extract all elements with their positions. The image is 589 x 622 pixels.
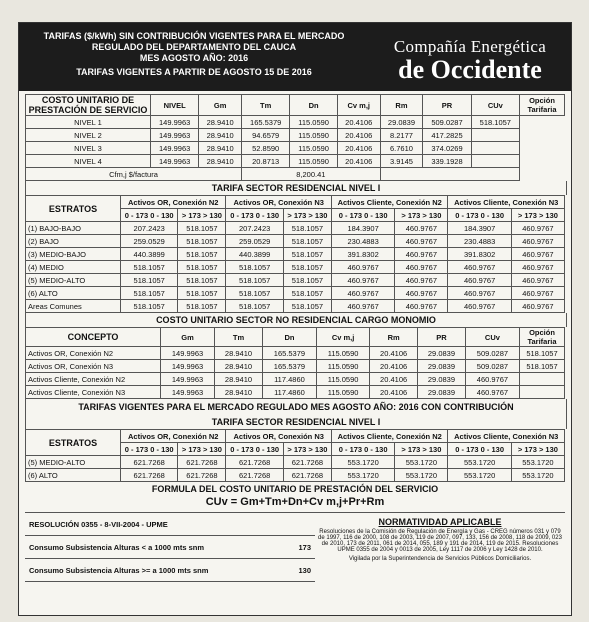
table-cell: 115.0590 — [290, 155, 338, 168]
range-header: 0 - 173 0 - 130 — [226, 209, 283, 222]
res2-table — [25, 429, 565, 482]
norm-title: NORMATIVIDAD APLICABLE — [378, 517, 502, 527]
table-cell: 518.1057 — [226, 261, 283, 274]
header-line: REGULADO DEL DEPARTAMENTO DEL CAUCA — [91, 42, 297, 52]
table-cell: 149.9963 — [151, 116, 199, 129]
range-header: 0 - 173 0 - 130 — [448, 209, 511, 222]
table-cell: 149.9963 — [151, 129, 199, 142]
table-cell: 149.9963 — [161, 360, 215, 373]
table-cell: 518.1057 — [178, 300, 226, 313]
table-row — [26, 116, 565, 129]
col-header: CUv — [471, 95, 519, 116]
table-cell: 20.4106 — [337, 116, 380, 129]
table-cell: 460.9767 — [511, 248, 564, 261]
table-cell: 20.4106 — [337, 129, 380, 142]
col-header: PR — [423, 95, 471, 116]
range-header: > 173 > 130 — [283, 443, 331, 456]
table-cell: 207.2423 — [226, 222, 283, 235]
table-cell: 29.0839 — [418, 373, 466, 386]
range-header: 0 - 173 0 - 130 — [448, 443, 511, 456]
table-cell: (1) BAJO-BAJO — [26, 222, 121, 235]
table-cell: 115.0590 — [316, 347, 369, 360]
table-cell: 518.1057 — [520, 360, 565, 373]
table-cell: 518.1057 — [121, 300, 178, 313]
range-header: > 173 > 130 — [511, 443, 564, 456]
table-cell: (5) MEDIO-ALTO — [26, 274, 121, 287]
table-row — [26, 261, 565, 274]
table-cell: 518.1057 — [121, 274, 178, 287]
res1-table — [25, 195, 565, 313]
table-cell: (3) MEDIO-BAJO — [26, 248, 121, 261]
table-cell: 28.9410 — [215, 360, 263, 373]
table-cell: 117.4860 — [262, 373, 316, 386]
table-row — [26, 347, 565, 360]
table-cell: 518.1057 — [283, 261, 331, 274]
estratos-header: ESTRATOS — [26, 196, 121, 222]
table-cell: 20.4106 — [370, 386, 418, 399]
group-header: Activos Cliente, Conexión N2 — [331, 196, 448, 209]
table-cell: 28.9410 — [199, 116, 242, 129]
table-row — [26, 456, 565, 469]
formula-title: FORMULA DEL COSTO UNITARIO DE PRESTACIÓN DEL SERVICIO — [151, 484, 439, 494]
nores-table — [25, 327, 565, 399]
table-cell: 518.1057 — [178, 235, 226, 248]
table-cell: 621.7268 — [178, 456, 226, 469]
table-cell: 165.5379 — [262, 347, 316, 360]
table-cell: NIVEL 1 — [26, 116, 151, 129]
header — [19, 23, 571, 91]
col-header: Dn — [290, 95, 338, 116]
subsistence-label: Consumo Subsistencia Alturas >= a 1000 mts snm — [29, 565, 209, 575]
table-cell: 518.1057 — [283, 274, 331, 287]
table-cell: Activos OR, Conexión N3 — [26, 360, 161, 373]
table-cell — [471, 142, 519, 155]
table-cell: 440.3899 — [121, 248, 178, 261]
table-cell: 115.0590 — [316, 386, 369, 399]
table-cell: 460.9767 — [331, 300, 394, 313]
table-cell: 460.9767 — [448, 261, 511, 274]
table-cell: (6) ALTO — [26, 287, 121, 300]
table-cell: 460.9767 — [511, 274, 564, 287]
cu-label: COSTO UNITARIO DE PRESTACIÓN DE SERVICIO — [26, 95, 151, 116]
col-header: Gm — [199, 95, 242, 116]
table-cell: NIVEL 2 — [26, 129, 151, 142]
range-header: > 173 > 130 — [511, 209, 564, 222]
table-cell: 259.0529 — [226, 235, 283, 248]
table-row — [26, 222, 565, 235]
table-cell: NIVEL 4 — [26, 155, 151, 168]
table-cell: 460.9767 — [331, 274, 394, 287]
table-row — [26, 469, 565, 482]
table-cell: 184.3907 — [448, 222, 511, 235]
table-cell: 460.9767 — [395, 300, 448, 313]
table-cell: 230.4883 — [331, 235, 394, 248]
subsistence-value: 130 — [298, 565, 311, 575]
table-cell: 509.0287 — [465, 347, 519, 360]
table-cell: 553.1720 — [448, 469, 511, 482]
header-line: MES AGOSTO AÑO: 2016 — [139, 53, 249, 63]
table-cell: 518.1057 — [226, 274, 283, 287]
table-cell: 460.9767 — [511, 261, 564, 274]
subsistence-row — [25, 536, 315, 559]
table-cell: 20.4106 — [370, 360, 418, 373]
table-row — [26, 274, 565, 287]
table-cell — [520, 386, 565, 399]
table-cell: 3.9145 — [380, 155, 423, 168]
range-header: > 173 > 130 — [395, 443, 448, 456]
table-cell: 518.1057 — [178, 261, 226, 274]
table-cell: (2) BAJO — [26, 235, 121, 248]
group-header: Activos OR, Conexión N2 — [121, 430, 226, 443]
table-cell: 460.9767 — [465, 386, 519, 399]
table-cell: 621.7268 — [283, 456, 331, 469]
cf-label: Cfm,j $/factura — [26, 168, 242, 181]
table-cell: 149.9963 — [161, 386, 215, 399]
col-header: Rm — [380, 95, 423, 116]
resolucion-label: RESOLUCIÓN 0355 - 8-VII-2004 - UPME — [29, 519, 168, 529]
table-cell: 518.1057 — [283, 287, 331, 300]
table-cell: 460.9767 — [511, 222, 564, 235]
table-cell: 518.1057 — [226, 287, 283, 300]
col-header: Cv m,j — [337, 95, 380, 116]
col-header: NIVEL — [151, 95, 199, 116]
norm-foot: Vigilada por la Superintendencia de Servicios Públicos Domiciliarios. — [348, 556, 532, 562]
table-cell: 509.0287 — [465, 360, 519, 373]
table-cell: 518.1057 — [283, 235, 331, 248]
table-cell: 621.7268 — [283, 469, 331, 482]
table-cell: NIVEL 3 — [26, 142, 151, 155]
table-cell: 553.1720 — [331, 456, 394, 469]
table-cell: 509.0287 — [423, 116, 471, 129]
group-header: Activos Cliente, Conexión N2 — [331, 430, 448, 443]
resolucion-row — [25, 513, 315, 536]
table-cell: 165.5379 — [242, 116, 290, 129]
group-header: Activos Cliente, Conexión N3 — [448, 196, 565, 209]
table-cell: 518.1057 — [471, 116, 519, 129]
table-cell: 29.0839 — [418, 360, 466, 373]
range-header: 0 - 173 0 - 130 — [121, 443, 178, 456]
table-cell: 553.1720 — [395, 469, 448, 482]
col-header: CUv — [465, 328, 519, 347]
table-cell: 518.1057 — [520, 347, 565, 360]
table-cell: 339.1928 — [423, 155, 471, 168]
table-cell: 259.0529 — [121, 235, 178, 248]
table-cell: Activos Cliente, Conexión N3 — [26, 386, 161, 399]
table-cell: 149.9963 — [151, 155, 199, 168]
range-header: > 173 > 130 — [178, 443, 226, 456]
contrib-title: TARIFAS VIGENTES PARA EL MERCADO REGULADO MES AGOSTO AÑO: 2016 CON CONTRIBUCIÓN — [25, 399, 567, 415]
table-cell: 460.9767 — [331, 261, 394, 274]
subsistence-row — [25, 559, 315, 582]
col-header: Dn — [262, 328, 316, 347]
table-cell: 440.3899 — [226, 248, 283, 261]
table-cell: (5) MEDIO-ALTO — [26, 456, 121, 469]
table-cell: 391.8302 — [448, 248, 511, 261]
table-cell: 518.1057 — [178, 248, 226, 261]
col-header: PR — [418, 328, 466, 347]
col-header: Cv m,j — [316, 328, 369, 347]
normatividad-block — [315, 513, 565, 582]
table-cell: 460.9767 — [511, 235, 564, 248]
table-cell: 391.8302 — [331, 248, 394, 261]
table-cell: 29.0839 — [418, 386, 466, 399]
table-cell: 165.5379 — [262, 360, 316, 373]
norm-text: Resoluciones de la Comisión de Regulación de Energía y Gas - CREG números 031 y 079 de 1997, 116 de 2000, 108 de 2003, 119 de 2007, 097, 133, 156 de 2008, 118 de 2009, 023 de 2010, 173 de 2011, 061 de 2014, 055, 189 y 191 de 2014, 119 de 2015. Resoluciones UPME 0355 de 2004 y 0013 de 2005, Ley 1117 de 2006 y Ley 1428 de 2010. — [318, 529, 562, 553]
table-cell: 52.8590 — [242, 142, 290, 155]
table-cell: 460.9767 — [395, 222, 448, 235]
table-row — [26, 386, 565, 399]
table-cell: 115.0590 — [316, 360, 369, 373]
table-cell: 115.0590 — [316, 373, 369, 386]
table-cell: 518.1057 — [121, 261, 178, 274]
formula: CUv = Gm+Tm+Dn+Cv m,j+Pr+Rm — [205, 496, 385, 508]
group-header: Activos OR, Conexión N3 — [226, 430, 331, 443]
table-cell: 149.9963 — [161, 347, 215, 360]
table-row — [26, 248, 565, 261]
table-cell: 553.1720 — [511, 456, 564, 469]
table-cell: 553.1720 — [395, 456, 448, 469]
table-cell: 621.7268 — [226, 469, 283, 482]
table-cell: 621.7268 — [178, 469, 226, 482]
table-cell: 621.7268 — [121, 456, 178, 469]
table-cell: 460.9767 — [511, 300, 564, 313]
table-cell: 553.1720 — [511, 469, 564, 482]
col-header: Tm — [242, 95, 290, 116]
subsistence-label: Consumo Subsistencia Alturas < a 1000 mts snm — [29, 542, 204, 552]
table-cell — [471, 129, 519, 142]
logo-line1: Compañía Energética — [393, 37, 547, 56]
cu-table — [25, 94, 565, 181]
table-cell: 621.7268 — [121, 469, 178, 482]
table-cell: Areas Comunes — [26, 300, 121, 313]
table-cell: 8.2177 — [380, 129, 423, 142]
table-cell: (6) ALTO — [26, 469, 121, 482]
range-header: 0 - 173 0 - 130 — [121, 209, 178, 222]
table-cell: 230.4883 — [448, 235, 511, 248]
col-header: Tm — [215, 328, 263, 347]
table-cell: 621.7268 — [226, 456, 283, 469]
table-cell: 117.4860 — [262, 386, 316, 399]
bottom-section — [25, 512, 565, 582]
estratos-header: ESTRATOS — [26, 430, 121, 456]
col-header: Gm — [161, 328, 215, 347]
table-cell: 460.9767 — [395, 235, 448, 248]
table-cell: 518.1057 — [226, 300, 283, 313]
table-cell: 28.9410 — [215, 386, 263, 399]
table-row — [26, 360, 565, 373]
table-cell: 460.9767 — [465, 373, 519, 386]
table-cell: 518.1057 — [121, 287, 178, 300]
table-cell: 115.0590 — [290, 129, 338, 142]
table-cell: 553.1720 — [448, 456, 511, 469]
table-cell: Activos Cliente, Conexión N2 — [26, 373, 161, 386]
header-line: TARIFAS ($/kWh) SIN CONTRIBUCIÓN VIGENTES PARA EL MERCADO — [43, 31, 345, 41]
col-header: CONCEPTO — [26, 328, 161, 347]
table-cell: 28.9410 — [215, 347, 263, 360]
res2-title: TARIFA SECTOR RESIDENCIAL NIVEL I — [25, 415, 567, 429]
range-header: > 173 > 130 — [395, 209, 448, 222]
table-cell: 20.4106 — [370, 373, 418, 386]
table-row — [26, 155, 565, 168]
subsistence-value: 173 — [298, 542, 311, 552]
table-cell: 518.1057 — [283, 222, 331, 235]
table-row — [26, 235, 565, 248]
company-logo — [369, 23, 571, 91]
table-cell: 518.1057 — [283, 300, 331, 313]
range-header: 0 - 173 0 - 130 — [226, 443, 283, 456]
table-cell: 460.9767 — [331, 287, 394, 300]
table-cell: 460.9767 — [448, 274, 511, 287]
table-cell: 115.0590 — [290, 142, 338, 155]
table-cell: 518.1057 — [178, 274, 226, 287]
table-cell: 94.6579 — [242, 129, 290, 142]
table-cell: 460.9767 — [448, 287, 511, 300]
table-row — [26, 142, 565, 155]
table-cell: 460.9767 — [511, 287, 564, 300]
table-cell: 20.4106 — [337, 142, 380, 155]
res1-title: TARIFA SECTOR RESIDENCIAL NIVEL I — [25, 181, 567, 195]
table-cell: 20.4106 — [370, 347, 418, 360]
table-cell: 115.0590 — [290, 116, 338, 129]
group-header: Activos Cliente, Conexión N3 — [448, 430, 565, 443]
table-cell: 460.9767 — [395, 248, 448, 261]
table-cell: 460.9767 — [395, 261, 448, 274]
range-header: 0 - 173 0 - 130 — [331, 209, 394, 222]
range-header: 0 - 173 0 - 130 — [331, 443, 394, 456]
table-row — [26, 300, 565, 313]
logo-line2: de Occidente — [398, 55, 542, 84]
group-header: Activos OR, Conexión N2 — [121, 196, 226, 209]
blank-cell — [380, 168, 519, 181]
col-header: Opción Tarifaria — [520, 95, 565, 116]
table-cell: 28.9410 — [215, 373, 263, 386]
table-row — [26, 287, 565, 300]
tariff-sheet — [18, 22, 572, 616]
table-cell: 149.9963 — [151, 142, 199, 155]
table-cell — [471, 155, 519, 168]
group-header: Activos OR, Conexión N3 — [226, 196, 331, 209]
table-cell: 29.0839 — [418, 347, 466, 360]
table-cell: 460.9767 — [448, 300, 511, 313]
table-cell: 374.0269 — [423, 142, 471, 155]
range-header: > 173 > 130 — [283, 209, 331, 222]
col-header: Opción Tarifaria — [520, 328, 565, 347]
table-cell: 518.1057 — [283, 248, 331, 261]
table-row — [26, 129, 565, 142]
table-cell: 417.2825 — [423, 129, 471, 142]
table-cell: (4) MEDIO — [26, 261, 121, 274]
table-cell: 207.2423 — [121, 222, 178, 235]
table-cell: 460.9767 — [395, 287, 448, 300]
table-cell: 149.9963 — [161, 373, 215, 386]
subsistence-block — [25, 513, 315, 582]
table-cell: 553.1720 — [331, 469, 394, 482]
table-cell: Activos OR, Conexión N2 — [26, 347, 161, 360]
nores-title: COSTO UNITARIO SECTOR NO RESIDENCIAL CARGO MONOMIO — [25, 313, 567, 327]
col-header: Rm — [370, 328, 418, 347]
table-cell: 28.9410 — [199, 142, 242, 155]
table-cell: 28.9410 — [199, 129, 242, 142]
table-cell: 460.9767 — [395, 274, 448, 287]
table-cell: 518.1057 — [178, 222, 226, 235]
table-cell: 20.4106 — [337, 155, 380, 168]
table-cell: 518.1057 — [178, 287, 226, 300]
header-line: TARIFAS VIGENTES A PARTIR DE AGOSTO 15 DE 2016 — [76, 67, 312, 77]
cf-value: 8,200.41 — [242, 168, 381, 181]
table-cell — [520, 373, 565, 386]
range-header: > 173 > 130 — [178, 209, 226, 222]
table-row — [26, 373, 565, 386]
table-cell: 28.9410 — [199, 155, 242, 168]
table-cell: 20.8713 — [242, 155, 290, 168]
table-cell: 29.0839 — [380, 116, 423, 129]
table-cell: 184.3907 — [331, 222, 394, 235]
header-title-block — [19, 23, 369, 91]
table-cell: 6.7610 — [380, 142, 423, 155]
